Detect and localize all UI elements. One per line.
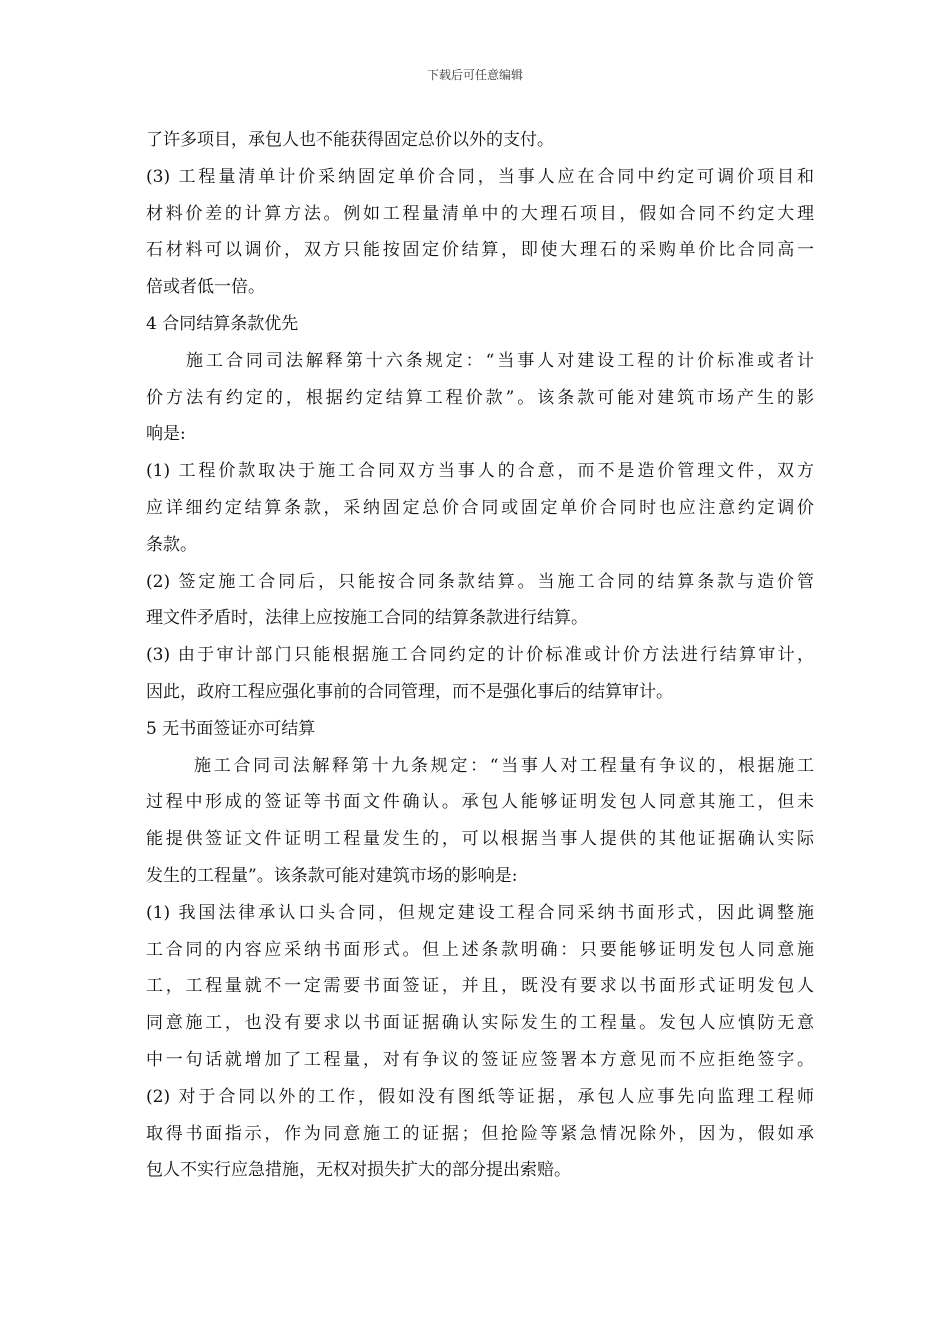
text-line: 条款。 (146, 534, 197, 555)
text-line: (2) 签定施工合同后，只能按合同条款结算。当施工合同的结算条款与造价管 (146, 571, 814, 592)
text-line: 发生的工程量”。该条款可能对建筑市场的影响是: (146, 865, 518, 886)
text-line: 取得书面指示，作为同意施工的证据；但抢险等紧急情况除外，因为，假如承 (146, 1123, 814, 1144)
text-line: 中一句话就增加了工程量，对有争议的签证应签署本方意见而不应拒绝签字。 (146, 1049, 814, 1070)
header-note: 下载后可任意编辑 (426, 68, 523, 82)
text-line: 材料价差的计算方法。例如工程量清单中的大理石项目，假如合同不约定大理 (146, 203, 814, 224)
section-heading: 4 合同结算条款优先 (146, 313, 299, 334)
text-line: (1) 工程价款取决于施工合同双方当事人的合意，而不是造价管理文件，双方 (146, 461, 814, 482)
text-line: (3) 由于审计部门只能根据施工合同约定的计价标准或计价方法进行结算审计， (146, 645, 814, 666)
text-line: 应详细约定结算条款，采纳固定总价合同或固定单价合同时也应注意约定调价 (146, 497, 814, 518)
text-line: 理文件矛盾时，法律上应按施工合同的结算条款进行结算。 (146, 608, 588, 629)
text-line: 工合同的内容应采纳书面形式。但上述条款明确：只要能够证明发包人同意施 (146, 939, 814, 960)
text-line: (3) 工程量清单计价采纳固定单价合同，当事人应在合同中约定可调价项目和 (146, 166, 814, 187)
text-line: 工，工程量就不一定需要书面签证，并且，既没有要求以书面形式证明发包人 (146, 976, 814, 997)
text-line: 施工合同司法解释第十六条规定：“当事人对建设工程的计价标准或者计 (186, 350, 814, 371)
text-line: 了许多项目，承包人也不能获得固定总价以外的支付。 (146, 130, 554, 150)
text-line: 石材料可以调价，双方只能按固定价结算，即使大理石的采购单价比合同高一 (146, 240, 814, 261)
text-line: 能提供签证文件证明工程量发生的，可以根据当事人提供的其他证据确认实际 (146, 829, 814, 850)
text-line: 包人不实行应急措施，无权对损失扩大的部分提出索赔。 (146, 1160, 571, 1181)
body-text (146, 122, 814, 1189)
text-line: 价方法有约定的，根据约定结算工程价款”。该条款可能对建筑市场产生的影 (146, 387, 814, 408)
text-line: 施工合同司法解释第十九条规定：“当事人对工程量有争议的，根据施工 (194, 755, 814, 776)
text-line: 过程中形成的签证等书面文件确认。承包人能够证明发包人同意其施工，但未 (146, 792, 814, 813)
text-line: 响是: (146, 424, 186, 445)
text-line: 同意施工，也没有要求以书面证据确认实际发生的工程量。发包人应慎防无意 (146, 1013, 814, 1034)
text-line: 因此，政府工程应强化事前的合同管理，而不是强化事后的结算审计。 (146, 681, 673, 702)
text-line: (2) 对于合同以外的工作，假如没有图纸等证据，承包人应事先向监理工程师 (146, 1086, 814, 1107)
text-line: (1) 我国法律承认口头合同，但规定建设工程合同采纳书面形式，因此调整施 (146, 902, 814, 923)
text-line: 倍或者低一倍。 (146, 277, 265, 298)
section-heading: 5 无书面签证亦可结算 (146, 718, 316, 739)
